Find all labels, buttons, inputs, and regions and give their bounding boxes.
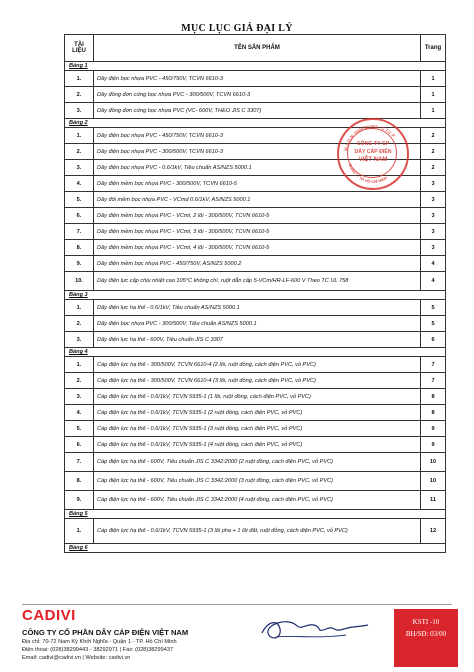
item-name: Dây điện mềm bọc nhựa PVC - VCmt, 4 lõi - 300/500V, TCVN 6610-5 xyxy=(94,240,421,256)
item-page: 12 xyxy=(421,519,446,544)
item-number: 9. xyxy=(65,491,94,510)
item-page: 3 xyxy=(421,208,446,224)
item-name: Dây điện lực hạ thế - 0.6/1kV, Tiêu chuẩn AS/NZS 5000.1 xyxy=(94,300,421,316)
header-doc: TÀI LIỆU xyxy=(65,35,94,62)
item-name: Dây điện mềm bọc nhựa PVC - VCmt, 3 lõi - 300/500V, TCVN 6610-5 xyxy=(94,224,421,240)
item-page: 1 xyxy=(421,87,446,103)
table-row xyxy=(65,224,446,240)
cadivi-logo: CADIVI xyxy=(22,607,76,624)
item-page: 3 xyxy=(421,240,446,256)
price-list-table xyxy=(64,34,446,553)
item-page: 4 xyxy=(421,256,446,272)
item-name: Cáp điện lực hạ thế - 300/500V, TCVN 6610-4 (2 lõi, ruột đồng, cách điện PVC, vỏ PVC) xyxy=(94,357,421,373)
stamp-bottom-text: QUẬN 1 - TP. HỒ CHÍ MINH xyxy=(347,163,389,185)
item-page: 2 xyxy=(421,128,446,144)
item-name: Cáp điện lực hạ thế - 0.6/1kV, TCVN 5935-1 (2 ruột đồng, cách điện PVC, vỏ PVC) xyxy=(94,405,421,421)
item-name: Dây điện mềm bọc nhựa PVC - VCmt, 2 lõi - 300/500V, TCVN 6610-5 xyxy=(94,208,421,224)
document-code-box xyxy=(394,609,458,667)
item-name: Cáp điện lực hạ thế - 600V, Tiêu chuẩn JIS C 3342:2000 (4 ruột đồng, cách điện PVC, vỏ PVC) xyxy=(94,491,421,510)
item-number: 7. xyxy=(65,453,94,472)
document-revision: BH/SĐ: 03/00 xyxy=(405,630,447,638)
item-page: 1 xyxy=(421,71,446,87)
table-row xyxy=(65,192,446,208)
group-label: Bảng 1 xyxy=(65,62,446,71)
document-code: KSTI -10 xyxy=(412,618,440,626)
item-page: 2 xyxy=(421,144,446,160)
item-name: Dây điện bọc nhựa PVC - 450/750V, TCVN 6610-3 xyxy=(94,128,421,144)
company-phone: Điện thoại: (028)38299443 - 38292971 | Fax: (028)38299437 xyxy=(22,647,174,653)
item-number: 2. xyxy=(65,373,94,389)
table-row xyxy=(65,300,446,316)
item-number: 9. xyxy=(65,256,94,272)
table-row xyxy=(65,256,446,272)
table-row xyxy=(65,453,446,472)
group-row xyxy=(65,291,446,300)
item-number: 7. xyxy=(65,224,94,240)
item-page: 3 xyxy=(421,192,446,208)
item-page: 2 xyxy=(421,160,446,176)
stamp-top-text: M.S.D.N: 0300381564 - C.T.C.P xyxy=(343,123,397,152)
group-row xyxy=(65,348,446,357)
table-row xyxy=(65,437,446,453)
company-address: Địa chỉ: 70-72 Nam Kỳ Khởi Nghĩa - Quận 1 - TP. Hồ Chí Minh xyxy=(22,639,177,645)
item-name: Cáp điện lực hạ thế - 0.6/1kV, TCVN 5935-1 (3 lõi pha + 1 lõi đất, ruột đồng, cách điện PVC, vỏ PVC) xyxy=(94,519,421,544)
item-number: 10. xyxy=(65,272,94,291)
item-number: 6. xyxy=(65,437,94,453)
svg-text:QUẬN 1 - TP. HỒ CHÍ MINH xyxy=(348,163,389,184)
group-label: Bảng 3 xyxy=(65,291,446,300)
item-number: 4. xyxy=(65,405,94,421)
table-row xyxy=(65,491,446,510)
table-row xyxy=(65,421,446,437)
item-page: 9 xyxy=(421,437,446,453)
item-number: 4. xyxy=(65,176,94,192)
stamp-line-2: DÂY CÁP ĐIỆN xyxy=(354,149,392,155)
item-number: 6. xyxy=(65,208,94,224)
group-label: Bảng 5 xyxy=(65,510,446,519)
item-name: Cáp điện lực hạ thế - 0.6/1kV, TCVN 5935-1 (1 lõi, ruột đồng, cách điện PVC, vỏ PVC) xyxy=(94,389,421,405)
company-name: CÔNG TY CỔ PHẦN DÂY CÁP ĐIỆN VIỆT NAM xyxy=(22,628,189,637)
table-row xyxy=(65,519,446,544)
table-row xyxy=(65,272,446,291)
stamp-line-1: CÔNG TY CP xyxy=(356,141,390,147)
item-page: 5 xyxy=(421,300,446,316)
item-page: 10 xyxy=(421,472,446,491)
item-number: 5. xyxy=(65,192,94,208)
item-number: 1. xyxy=(65,519,94,544)
header-product-name: TÊN SẢN PHẨM xyxy=(94,35,421,62)
item-page: 6 xyxy=(421,332,446,348)
item-number: 2. xyxy=(65,316,94,332)
item-name: Cáp điện lực hạ thế - 0.6/1kV, TCVN 5935-1 (4 ruột đồng, cách điện PVC, vỏ PVC) xyxy=(94,437,421,453)
item-page: 3 xyxy=(421,224,446,240)
item-page: 9 xyxy=(421,421,446,437)
table-row xyxy=(65,389,446,405)
table-row xyxy=(65,71,446,87)
company-web: Email: cadivi@cadivi.vn | Website: cadivi.vn xyxy=(22,655,131,661)
item-name: Dây điện mềm bọc nhựa PVC - 450/750V, AS/NZS 5000.2 xyxy=(94,256,421,272)
item-number: 3. xyxy=(65,160,94,176)
header-page: Trang xyxy=(421,35,446,62)
item-number: 8. xyxy=(65,240,94,256)
table-row xyxy=(65,472,446,491)
group-label: Bảng 4 xyxy=(65,348,446,357)
item-name: Cáp điện lực hạ thế - 0.6/1kV, TCVN 5935-1 (3 ruột đồng, cách điện PVC, vỏ PVC) xyxy=(94,421,421,437)
table-row xyxy=(65,103,446,119)
item-name: Dây điện mềm bọc nhựa PVC - 300/500V, TCVN 6610-5 xyxy=(94,176,421,192)
item-number: 2. xyxy=(65,87,94,103)
item-number: 1. xyxy=(65,71,94,87)
table-row xyxy=(65,357,446,373)
item-page: 8 xyxy=(421,389,446,405)
item-number: 5. xyxy=(65,421,94,437)
item-page: 10 xyxy=(421,453,446,472)
group-row xyxy=(65,544,446,553)
signature xyxy=(256,611,376,647)
item-name: Cáp điện lực hạ thế - 600V, Tiêu chuẩn JIS C 3342:2000 (2 ruột đồng, cách điện PVC, vỏ PVC) xyxy=(94,453,421,472)
item-number: 1. xyxy=(65,128,94,144)
table-header-row xyxy=(65,35,446,62)
item-number: 1. xyxy=(65,357,94,373)
table-row xyxy=(65,316,446,332)
item-page: 7 xyxy=(421,357,446,373)
item-name: Dây điện bọc nhựa PVC - 450/750V, TCVN 6610-3 xyxy=(94,71,421,87)
table-row xyxy=(65,373,446,389)
stamp-line-3: VIỆT NAM xyxy=(358,157,388,163)
item-name: Dây điện bọc nhựa PVC - 0.6/1kV, Tiêu chuẩn AS/NZS 5000.1 xyxy=(94,160,421,176)
item-page: 1 xyxy=(421,103,446,119)
item-number: 2. xyxy=(65,144,94,160)
item-page: 11 xyxy=(421,491,446,510)
table-row xyxy=(65,332,446,348)
footer-divider xyxy=(22,604,452,605)
table-row xyxy=(65,208,446,224)
item-name: Dây điện bọc nhựa PVC - 300/500V, TCVN 6610-3 xyxy=(94,144,421,160)
item-page: 3 xyxy=(421,176,446,192)
group-row xyxy=(65,510,446,519)
item-number: 3. xyxy=(65,389,94,405)
group-row xyxy=(65,62,446,71)
item-name: Dây điện lực hạ thế - 600V, Tiêu chuẩn JIS C 3307 xyxy=(94,332,421,348)
group-label: Bảng 6 xyxy=(65,544,446,553)
item-name: Cáp điện lực hạ thế - 300/500V, TCVN 6610-4 (3 lõi, ruột đồng, cách điện PVC, vỏ PVC) xyxy=(94,373,421,389)
item-page: 8 xyxy=(421,405,446,421)
item-name: Dây đồng đơn cứng bọc nhựa PVC - 300/500V, TCVN 6610-3 xyxy=(94,87,421,103)
table-row xyxy=(65,87,446,103)
item-name: Dây điện bọc nhựa PVC - 300/500V, Tiêu chuẩn AS/NZS 5000.1 xyxy=(94,316,421,332)
item-number: 1. xyxy=(65,300,94,316)
item-page: 4 xyxy=(421,272,446,291)
item-number: 3. xyxy=(65,332,94,348)
group-label: Bảng 2 xyxy=(65,119,446,128)
table-row xyxy=(65,405,446,421)
item-name: Dây đôi mềm bọc nhựa PVC - VCmd 0.6/1kV, AS/NZS 5000.1 xyxy=(94,192,421,208)
item-number: 8. xyxy=(65,472,94,491)
item-name: Dây điện lực cấp chịu nhiệt cao 105°C không chì, ruột dẫn cấp 5-VCm/HR-LF-600 V Theo TC UL 758 xyxy=(94,272,421,291)
item-name: Dây đồng đơn cứng bọc nhựa PVC (VC- 600V, THEO JIS C 3307) xyxy=(94,103,421,119)
table-row xyxy=(65,240,446,256)
page-title: MỤC LỤC GIÁ ĐẠI LÝ xyxy=(181,23,293,34)
item-name: Cáp điện lực hạ thế - 600V, Tiêu chuẩn JIS C 3342:2000 (3 ruột đồng, cách điện PVC, vỏ PVC) xyxy=(94,472,421,491)
item-page: 7 xyxy=(421,373,446,389)
company-stamp xyxy=(337,118,409,190)
item-number: 3. xyxy=(65,103,94,119)
item-page: 5 xyxy=(421,316,446,332)
